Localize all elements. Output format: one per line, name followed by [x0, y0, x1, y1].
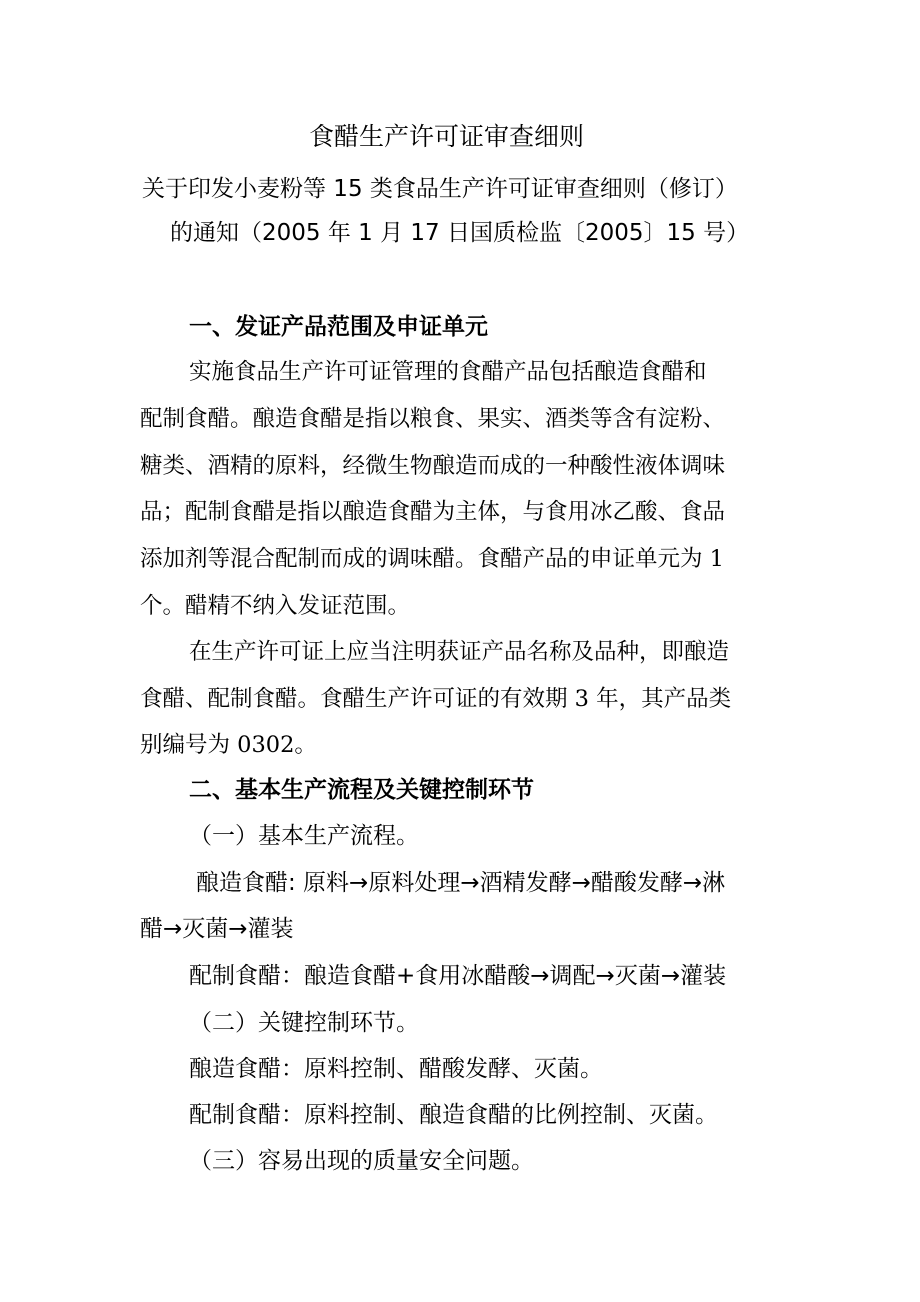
section-2-subheading-2: （二）关键控制环节。 — [189, 1010, 419, 1036]
brewed-vinegar-flow-line-1: 酿造食醋: 原料→原料处理→酒精发酵→醋酸发酵→淋 — [196, 870, 726, 896]
section-1-heading: 一、发证产品范围及申证单元 — [189, 314, 488, 340]
section-2-heading: 二、基本生产流程及关键控制环节 — [189, 777, 534, 803]
section-2-subheading-1: （一）基本生产流程。 — [189, 823, 419, 849]
section-1-paragraph-1-line-6: 个。醋精不纳入发证范围。 — [140, 593, 411, 619]
section-1-paragraph-1-line-2: 配制食醋。酿造食醋是指以粮食、果实、酒类等含有淀粉、 — [140, 406, 726, 432]
section-1-paragraph-1-line-3: 糖类、酒精的原料，经微生物酿造而成的一种酸性液体调味 — [140, 453, 726, 479]
section-1-paragraph-1-line-5: 添加剂等混合配制而成的调味醋。食醋产品的申证单元为 1 — [140, 546, 724, 572]
document-subtitle-line-2: 的通知（2005 年 1 月 17 日国质检监〔2005〕15 号） — [170, 220, 750, 246]
section-2-subheading-3: （三）容易出现的质量安全问题。 — [189, 1148, 534, 1174]
section-1-paragraph-2-line-1: 在生产许可证上应当注明获证产品名称及品种，即酿造 — [189, 639, 730, 665]
brewed-vinegar-control-points: 酿造食醋：原料控制、醋酸发酵、灭菌。 — [189, 1056, 603, 1082]
brewed-vinegar-flow-line-2: 醋→灭菌→灌装 — [140, 916, 294, 942]
section-1-paragraph-2-line-2: 食醋、配制食醋。食醋生产许可证的有效期 3 年，其产品类 — [140, 686, 732, 712]
section-1-paragraph-2-line-3: 别编号为 0302。 — [140, 732, 317, 758]
blended-vinegar-flow: 配制食醋：酿造食醋+食用冰醋酸→调配→灭菌→灌装 — [189, 963, 727, 989]
document-subtitle-line-1: 关于印发小麦粉等 15 类食品生产许可证审查细则（修订） — [142, 176, 738, 202]
section-1-paragraph-1-line-4: 品；配制食醋是指以酿造食醋为主体，与食用冰乙酸、食品 — [140, 499, 726, 525]
blended-vinegar-control-points: 配制食醋：原料控制、酿造食醋的比例控制、灭菌。 — [189, 1102, 718, 1128]
document-title: 食醋生产许可证审查细则 — [309, 122, 585, 151]
section-1-paragraph-1-line-1: 实施食品生产许可证管理的食醋产品包括酿造食醋和 — [189, 359, 707, 385]
